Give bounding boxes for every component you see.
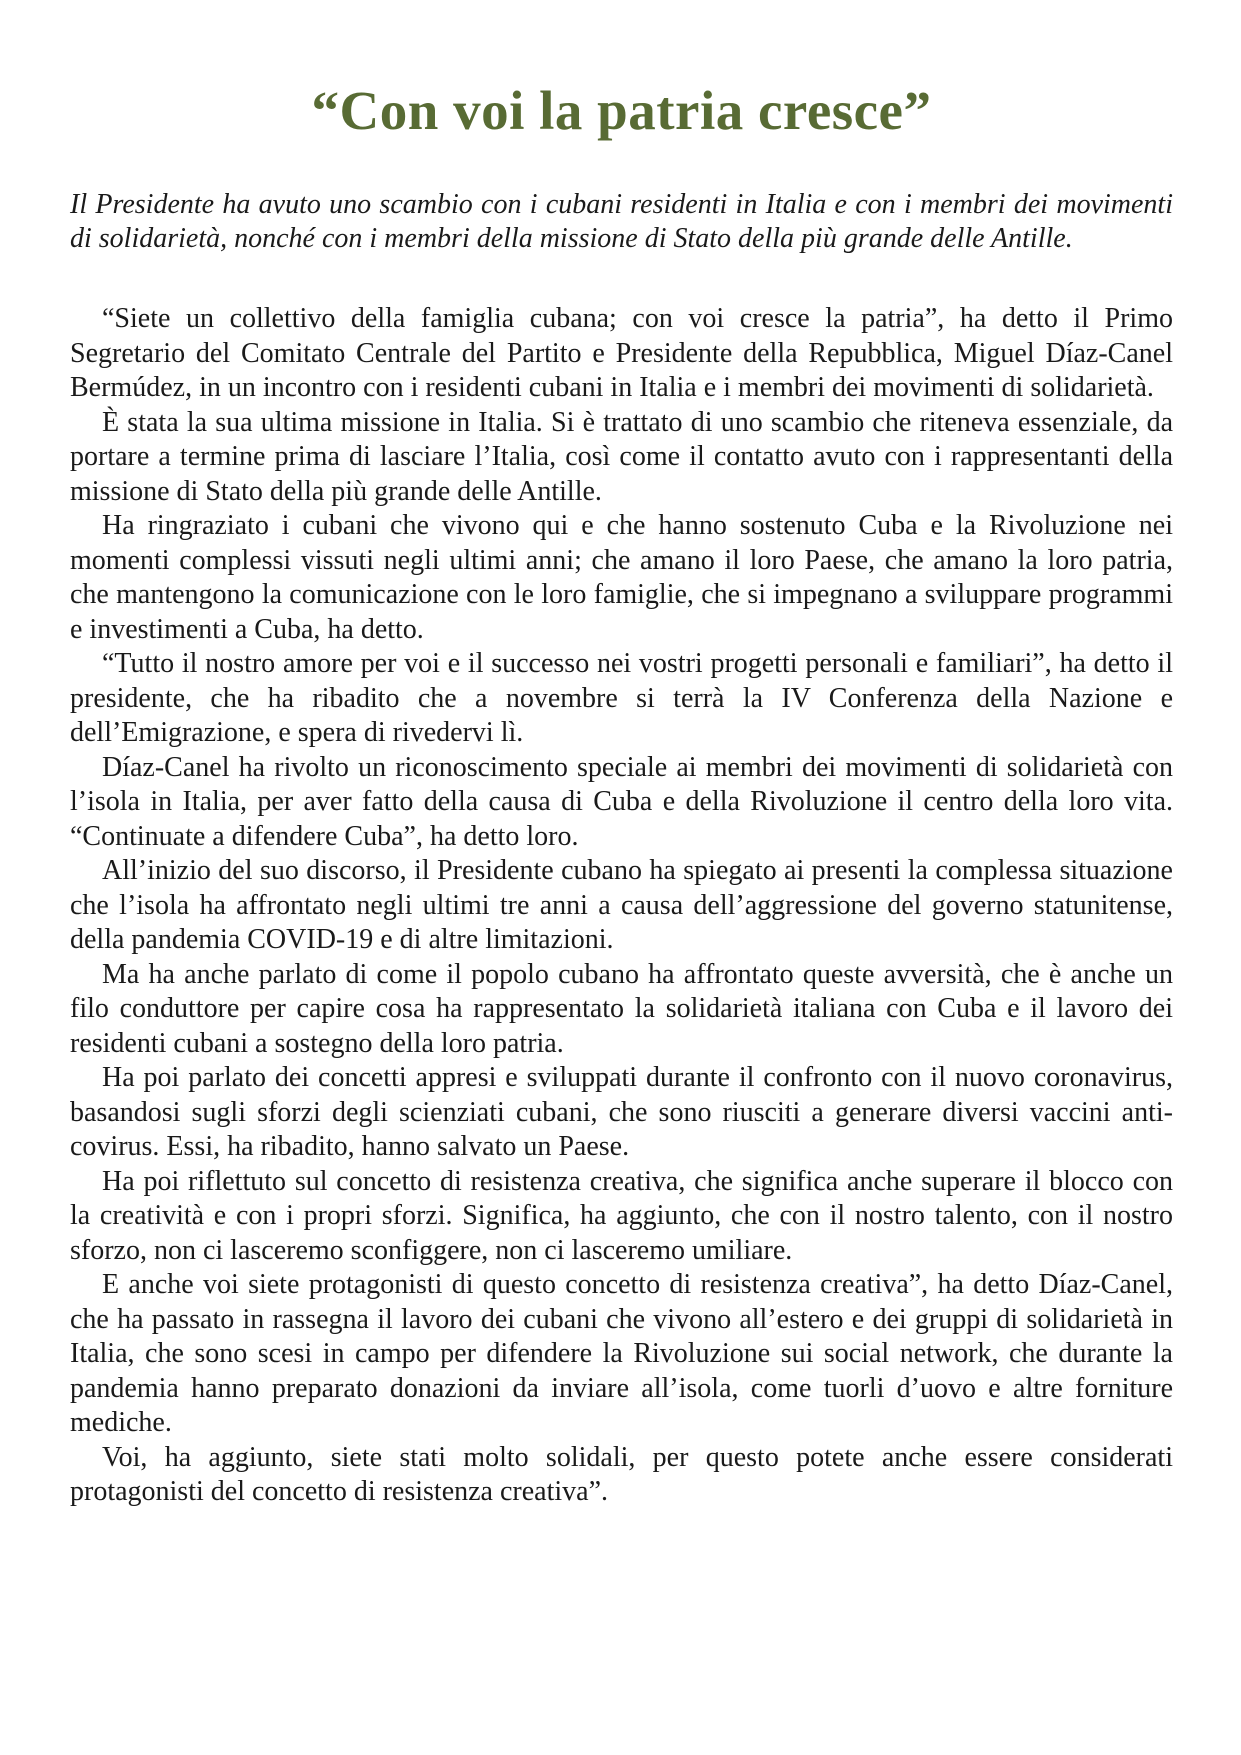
article-title: “Con voi la patria cresce”	[311, 80, 932, 141]
article-paragraph: Voi, ha aggiunto, siete stati molto solidali, per questo potete anche essere considerati protagonisti del concetto di resistenza creativa”.	[70, 1441, 1173, 1507]
article-paragraph: Díaz-Canel ha rivolto un riconoscimento speciale ai membri dei movimenti di solidarietà con l’isola in Italia, per aver fatto della causa di Cuba e della Rivoluzione il centro della loro vita. “Continuate a difendere Cuba”, ha detto loro.	[70, 751, 1173, 852]
article-paragraph: Ha poi riflettuto sul concetto di resistenza creativa, che significa anche superare il blocco con la creatività e con i propri sforzi. Significa, ha aggiunto, che con il nostro talento, con il nostro sforzo, non ci lasceremo sconfiggere, non ci lasceremo umiliare.	[70, 1165, 1173, 1266]
article-body	[70, 302, 1173, 1510]
article-paragraph: Ha poi parlato dei concetti appresi e sviluppati durante il confronto con il nuovo coronavirus, basandosi sugli sforzi degli scienziati cubani, che sono riusciti a generare diversi vaccini anti-covirus. Essi, ha ribadito, hanno salvato un Paese.	[70, 1062, 1173, 1162]
article-paragraph: “Tutto il nostro amore per voi e il successo nei vostri progetti personali e familiari”, ha detto il presidente, che ha ribadito che a novembre si terrà la IV Conferenza della Nazione e dell’Emigrazione, e spera di rivedervi lì.	[70, 648, 1173, 748]
article-lead: Il Presidente ha avuto uno scambio con i cubani residenti in Italia e con i membri dei movimenti di solidarietà, nonché con i membri della missione di Stato della più grande delle Antille.	[70, 189, 1173, 254]
article-paragraph: Ha ringraziato i cubani che vivono qui e che hanno sostenuto Cuba e la Rivoluzione nei momenti complessi vissuti negli ultimi anni; che amano il loro Paese, che amano la loro patria, che mantengono la comunicazione con le loro famiglie, che si impegnano a sviluppare programmi e investimenti a Cuba, ha detto.	[70, 510, 1173, 645]
article-paragraph: È stata la sua ultima missione in Italia. Si è trattato di uno scambio che riteneva essenziale, da portare a termine prima di lasciare l’Italia, così come il contatto avuto con i rappresentanti della missione di Stato della più grande delle Antille.	[70, 406, 1173, 507]
article-paragraph: E anche voi siete protagonisti di questo concetto di resistenza creativa”, ha detto Díaz-Canel, che ha passato in rassegna il lavoro dei cubani che vivono all’estero e dei gruppi di solidarietà in Italia, che sono scesi in campo per difendere la Rivoluzione sui social network, che durante la pandemia hanno preparato donazioni da inviare all’isola, come tuorli d’uovo e altre forniture mediche.	[70, 1269, 1173, 1438]
article-paragraph: “Siete un collettivo della famiglia cubana; con voi cresce la patria”, ha detto il Primo Segretario del Comitato Centrale del Partito e Presidente della Repubblica, Miguel Díaz-Canel Bermúdez, in un incontro con i residenti cubani in Italia e i membri dei movimenti di solidarietà.	[70, 303, 1173, 403]
article-paragraph: Ma ha anche parlato di come il popolo cubano ha affrontato queste avversità, che è anche un filo conduttore per capire cosa ha rappresentato la solidarietà italiana con Cuba e il lavoro dei residenti cubani a sostegno della loro patria.	[70, 958, 1173, 1059]
article-paragraph: All’inizio del suo discorso, il Presidente cubano ha spiegato ai presenti la complessa situazione che l’isola ha affrontato negli ultimi tre anni a causa dell’aggressione del governo statunitense, della pandemia COVID-19 e di altre limitazioni.	[70, 855, 1173, 955]
